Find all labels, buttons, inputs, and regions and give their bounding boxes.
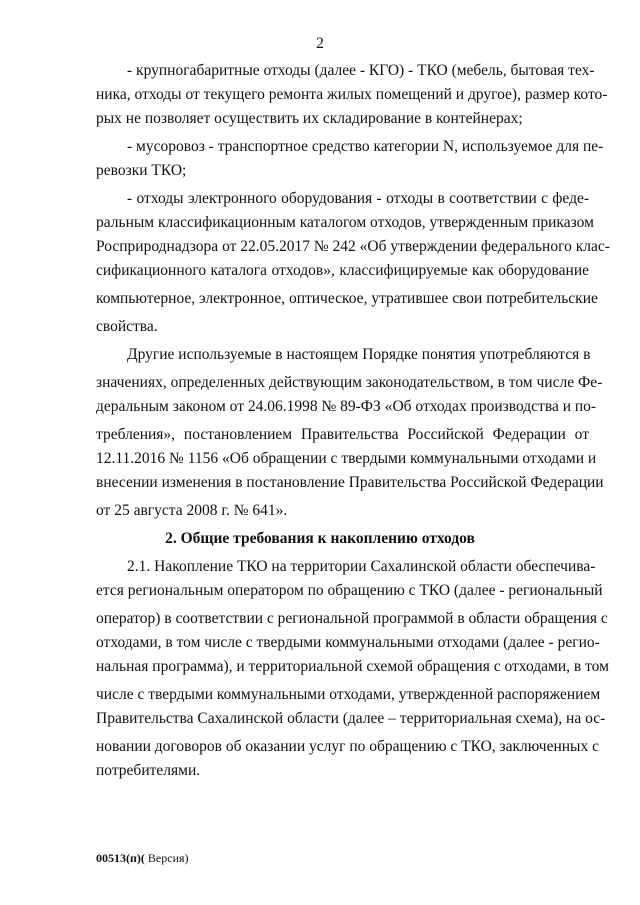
text-line: - мусоровоз - транспортное средство категории N, используемое для пе- [127, 138, 604, 155]
text-line: 12.11.2016 № 1156 «Об обращении с твердыми коммунальными отходами и [96, 450, 597, 467]
text-line: потребителями. [96, 762, 201, 779]
document-code: 00513(п)( [96, 851, 145, 865]
text-line: сификационного каталога отходов», классифицируемые как оборудование [96, 262, 589, 279]
text-line: - отходы электронного оборудования - отходы в соответствии с феде- [127, 190, 589, 207]
text-line: внесении изменения в постановление Правительства Российской Федерации [96, 474, 604, 491]
section-heading: 2. Общие требования к накоплению отходов [165, 530, 475, 547]
text-line: Правительства Сахалинской области (далее – территориальная схема), на ос- [96, 710, 606, 727]
text-line: компьютерное, электронное, оптическое, утратившее свои потребительские [96, 290, 598, 307]
text-line: деральным законом от 24.06.1998 № 89-ФЗ «Об отходах производства и по- [96, 398, 597, 415]
text-line: оператор) в соответствии с региональной программой в области обращения с [96, 610, 608, 627]
text-line: отходами, в том числе с твердыми коммунальными отходами (далее - регио- [96, 634, 600, 651]
document-footer [96, 851, 189, 866]
text-line: числе с твердыми коммунальными отходами, утвержденной распоряжением [96, 686, 601, 703]
text-line: 2.1. Накопление ТКО на территории Сахалинской области обеспечива- [127, 558, 596, 575]
text-line: от 25 августа 2008 г. № 641». [96, 502, 288, 519]
text-line: ральным классификационным каталогом отходов, утвержденным приказом [96, 214, 594, 231]
text-line: - крупногабаритные отходы (далее - КГО) - ТКО (мебель, бытовая тех- [127, 62, 595, 79]
text-line: ника, отходы от текущего ремонта жилых помещений и другое), размер кото- [96, 86, 608, 103]
text-line: требления», постановлением Правительства Российской Федерации от [96, 426, 589, 443]
text-line: нальная программа), и территориальной схемой обращения с отходами, в том [96, 658, 609, 675]
text-line: значениях, определенных действующим законодательством, в том числе Фе- [96, 374, 603, 391]
document-version: Версия) [144, 851, 189, 865]
text-line: рых не позволяет осуществить их складирование в контейнерах; [96, 110, 523, 127]
text-line: новании договоров об оказании услуг по обращению с ТКО, заключенных с [96, 738, 599, 755]
text-line: Росприроднадзора от 22.05.2017 № 242 «Об утверждении федерального клас- [96, 238, 610, 255]
page-number: 2 [316, 35, 324, 52]
text-line: ревозки ТКО; [96, 162, 187, 179]
text-line: Другие используемые в настоящем Порядке понятия употребляются в [127, 346, 591, 363]
text-line: свойства. [96, 318, 158, 335]
text-line: ется региональным оператором по обращению с ТКО (далее - региональный [96, 582, 603, 599]
